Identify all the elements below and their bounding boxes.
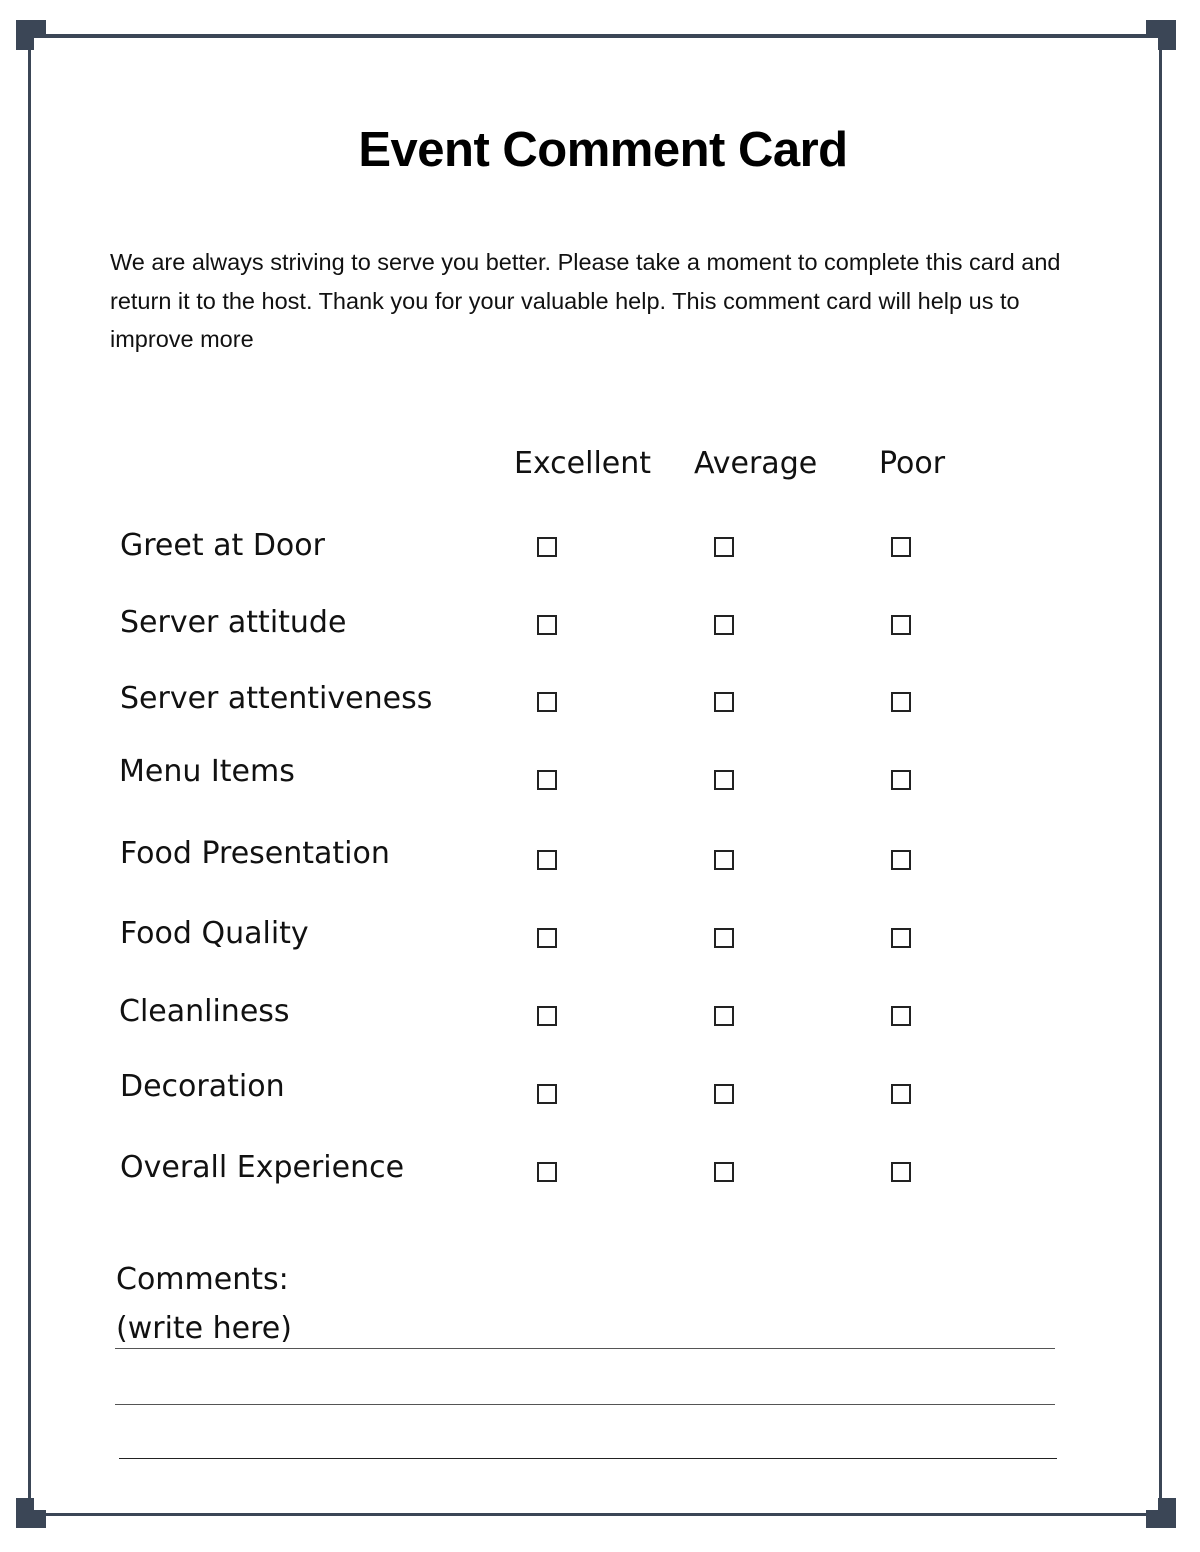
- checkbox-excellent[interactable]: [537, 770, 557, 790]
- corner-ornament-bottom-left: [16, 1498, 46, 1528]
- checkbox-excellent[interactable]: [537, 615, 557, 635]
- comment-line-2[interactable]: [115, 1404, 1055, 1405]
- column-header-excellent: Excellent: [514, 446, 652, 481]
- comment-line-3[interactable]: [119, 1458, 1057, 1459]
- checkbox-average[interactable]: [714, 928, 734, 948]
- corner-ornament-top-right: [1146, 20, 1176, 50]
- checkbox-excellent[interactable]: [537, 537, 557, 557]
- rating-row-label: Menu Items: [119, 754, 295, 789]
- checkbox-excellent[interactable]: [537, 1162, 557, 1182]
- rating-row-label: Greet at Door: [120, 528, 325, 563]
- checkbox-poor[interactable]: [891, 928, 911, 948]
- comments-hint: (write here): [116, 1311, 292, 1346]
- comments-label: Comments:: [116, 1262, 289, 1297]
- checkbox-poor[interactable]: [891, 1006, 911, 1026]
- checkbox-average[interactable]: [714, 1162, 734, 1182]
- checkbox-average[interactable]: [714, 1084, 734, 1104]
- checkbox-poor[interactable]: [891, 692, 911, 712]
- rating-row-label: Server attitude: [120, 605, 347, 640]
- comment-line-1[interactable]: [115, 1348, 1055, 1349]
- checkbox-average[interactable]: [714, 770, 734, 790]
- checkbox-excellent[interactable]: [537, 928, 557, 948]
- checkbox-poor[interactable]: [891, 615, 911, 635]
- page-title: Event Comment Card: [358, 123, 848, 177]
- intro-paragraph: We are always striving to serve you better. Please take a moment to complete this card and return it to the host. Thank you for your valuable help. This comment card will help us to improve more: [110, 249, 1061, 352]
- corner-ornament-top-left: [16, 20, 46, 50]
- rating-row-label: Food Quality: [120, 916, 309, 951]
- column-header-poor: Poor: [879, 446, 946, 481]
- checkbox-average[interactable]: [714, 850, 734, 870]
- checkbox-poor[interactable]: [891, 850, 911, 870]
- checkbox-poor[interactable]: [891, 537, 911, 557]
- checkbox-excellent[interactable]: [537, 692, 557, 712]
- rating-row-label: Cleanliness: [119, 994, 290, 1029]
- corner-ornament-bottom-right: [1146, 1498, 1176, 1528]
- checkbox-excellent[interactable]: [537, 1006, 557, 1026]
- checkbox-excellent[interactable]: [537, 850, 557, 870]
- rating-row-label: Decoration: [120, 1069, 285, 1104]
- rating-row-label: Overall Experience: [120, 1150, 405, 1185]
- rating-row-label: Server attentiveness: [120, 681, 433, 716]
- checkbox-average[interactable]: [714, 692, 734, 712]
- checkbox-poor[interactable]: [891, 1084, 911, 1104]
- rating-row-label: Food Presentation: [120, 836, 390, 871]
- checkbox-poor[interactable]: [891, 1162, 911, 1182]
- checkbox-average[interactable]: [714, 615, 734, 635]
- checkbox-average[interactable]: [714, 1006, 734, 1026]
- checkbox-poor[interactable]: [891, 770, 911, 790]
- column-header-average: Average: [694, 446, 818, 481]
- checkbox-excellent[interactable]: [537, 1084, 557, 1104]
- checkbox-average[interactable]: [714, 537, 734, 557]
